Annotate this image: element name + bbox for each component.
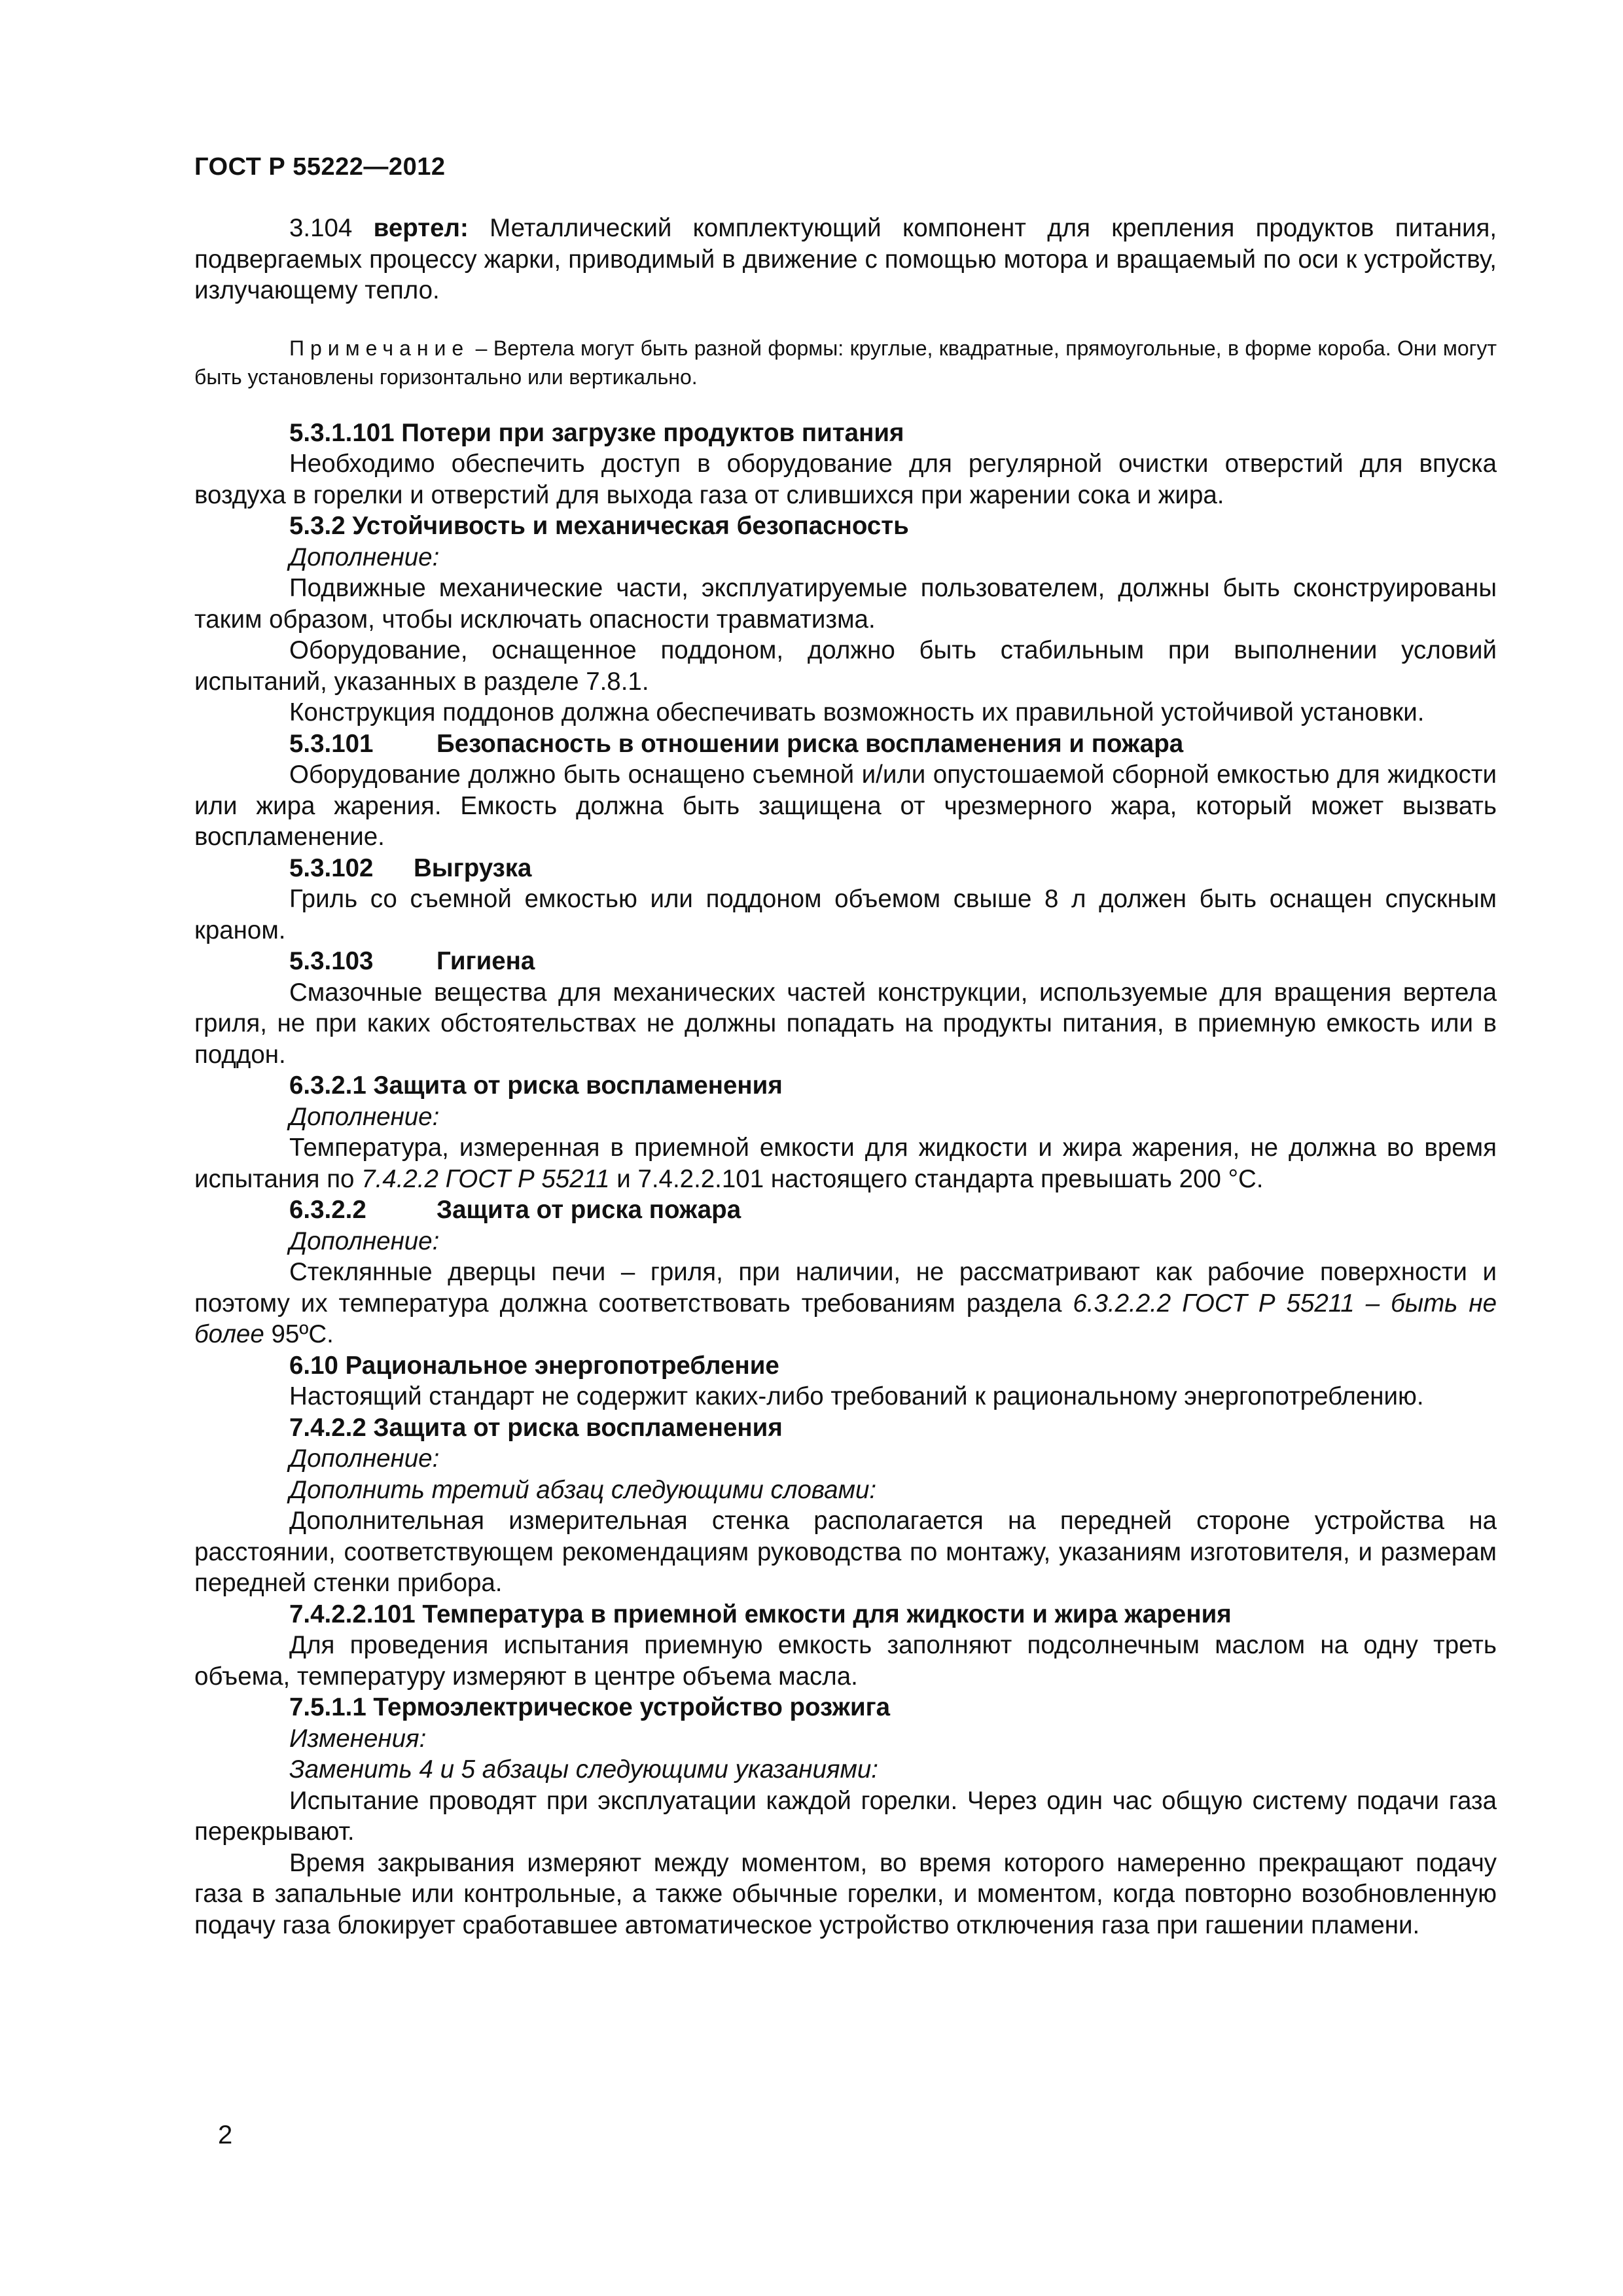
section-heading-6-10: 6.10 Рациональное энергопотребление xyxy=(289,1351,779,1380)
note-paragraph xyxy=(194,334,1497,391)
section-heading-5-3-102 xyxy=(289,853,1497,884)
section-paragraph: Время закрывания измеряют между моментом, во время которого намеренно прекращают подачу газа в запальные или контрольные, а также обычные горелки, и моментом, когда повторно возобновленную подачу газа блокирует сработавшее автоматическое устройство отключения газа при гашении пламени. xyxy=(194,1848,1497,1939)
section-heading-5-3-103 xyxy=(289,946,1497,977)
section-title: Безопасность в отношении риска воспламенения и пожара xyxy=(437,729,1184,758)
section-paragraph: Дополнительная измерительная стенка располагается на передней стороне устройства на расстоянии, соответствующем рекомендациям руководства по монтажу, указаниям изготовителя, и размерам передней стенки прибора. xyxy=(194,1507,1497,1597)
instruction-text: Заменить 4 и 5 абзацы следующими указаниями: xyxy=(289,1755,878,1784)
section-title: Защита от риска пожара xyxy=(437,1196,741,1224)
section-paragraph: Необходимо обеспечить доступ в оборудование для регулярной очистки отверстий для впуска воздуха в горелки и отверстий для выхода газа от слившихся при жарении сока и жира. xyxy=(194,450,1497,509)
section-heading-7-5-1-1: 7.5.1.1 Термоэлектрическое устройство розжига xyxy=(289,1693,891,1721)
document-body xyxy=(194,213,1497,1941)
section-number: 5.3.101 xyxy=(289,729,374,758)
section-title: Гигиена xyxy=(437,947,535,975)
section-heading-7-4-2-2-101: 7.4.2.2.101 Температура в приемной емкости для жидкости и жира жарения xyxy=(289,1600,1232,1628)
standard-reference: 7.4.2.2 ГОСТ Р 55211 xyxy=(361,1164,610,1193)
section-paragraph: Температура, измеренная в приемной емкости для жидкости и жира жарения, не должна во время испытания по 7.4.2.2 ГОСТ Р 55211 и 7.4.2.2.101 настоящего стандарта превышать 200 °С. xyxy=(194,1134,1497,1193)
section-paragraph: Стеклянные дверцы печи – гриля, при наличии, не рассматривают как рабочие поверхности и поэтому их температура должна соответствовать требованиям раздела 6.3.2.2.2 ГОСТ Р 55211 – быть не более 95ºС. xyxy=(194,1258,1497,1348)
note-text: – Вертела могут быть разной формы: круглые, квадратные, прямоугольные, в форме короба. Они могут быть установлены горизонтально или вертикально. xyxy=(194,336,1497,389)
section-paragraph: Испытание проводят при эксплуатации каждой горелки. Через один час общую систему подачи газа перекрывают. xyxy=(194,1786,1497,1846)
section-number: 6.3.2.2 xyxy=(289,1196,366,1224)
addition-label: Дополнение: xyxy=(289,1227,440,1255)
section-heading-6-3-2-1: 6.3.2.1 Защита от риска воспламенения xyxy=(289,1071,783,1100)
section-paragraph: Гриль со съемной емкостью или поддоном объемом свыше 8 л должен быть оснащен спускным краном. xyxy=(194,885,1497,944)
standard-reference: 6.3.2.2.2 ГОСТ Р 55211 – быть не более xyxy=(194,1289,1497,1348)
section-heading-6-3-2-2 xyxy=(289,1194,1497,1226)
section-paragraph: Подвижные механические части, эксплуатируемые пользователем, должны быть сконструированы таким образом, чтобы исключать опасности травматизма. xyxy=(194,574,1497,634)
section-paragraph: Смазочные вещества для механических частей конструкции, используемые для вращения вертела гриля, не при каких обстоятельствах не должны попадать на продукты питания, в приемную емкость или в поддон. xyxy=(194,978,1497,1069)
section-paragraph: Настоящий стандарт не содержит каких-либо требований к рациональному энергопотреблению. xyxy=(289,1382,1424,1410)
section-paragraph: Оборудование должно быть оснащено съемной и/или опустошаемой сборной емкостью для жидкости или жира жарения. Емкость должна быть защищена от чрезмерного жара, который может вызвать воспламенение. xyxy=(194,761,1497,851)
section-heading-5-3-2: 5.3.2 Устойчивость и механическая безопасность xyxy=(289,512,909,540)
definition-paragraph xyxy=(194,213,1497,306)
addition-label: Дополнение: xyxy=(289,1444,440,1473)
section-heading-5-3-101 xyxy=(289,728,1497,760)
addition-label: Дополнение: xyxy=(289,543,440,571)
section-paragraph: Для проведения испытания приемную емкость заполняют подсолнечным маслом на одну треть объема, температуру измеряют в центре объема масла. xyxy=(194,1631,1497,1691)
definition-text: Металлический комплектующий компонент для крепления продуктов питания, подвергаемых процессу жарки, приводимый в движение с помощью мотора и вращаемый по оси к устройству, излучающему тепло. xyxy=(194,214,1497,304)
changes-label: Изменения: xyxy=(289,1724,427,1753)
definition-number: 3.104 xyxy=(289,214,353,242)
section-paragraph: Конструкция поддонов должна обеспечивать возможность их правильной устойчивой установки. xyxy=(289,698,1425,726)
definition-term: вертел: xyxy=(373,214,469,242)
section-number: 5.3.103 xyxy=(289,947,374,975)
section-title: Выгрузка xyxy=(414,853,532,882)
instruction-text: Дополнить третий абзац следующими словами: xyxy=(289,1475,877,1504)
section-paragraph: Оборудование, оснащенное поддоном, должно быть стабильным при выполнении условий испытаний, указанных в разделе 7.8.1. xyxy=(194,636,1497,696)
section-heading-7-4-2-2: 7.4.2.2 Защита от риска воспламенения xyxy=(289,1413,783,1442)
document-header: ГОСТ Р 55222—2012 xyxy=(194,153,446,181)
section-heading-5-3-1-101: 5.3.1.101 Потери при загрузке продуктов питания xyxy=(289,418,904,447)
page-number: 2 xyxy=(218,2121,233,2149)
section-number: 5.3.102 xyxy=(289,853,374,882)
addition-label: Дополнение: xyxy=(289,1102,440,1131)
note-label: Примечание xyxy=(289,336,470,360)
